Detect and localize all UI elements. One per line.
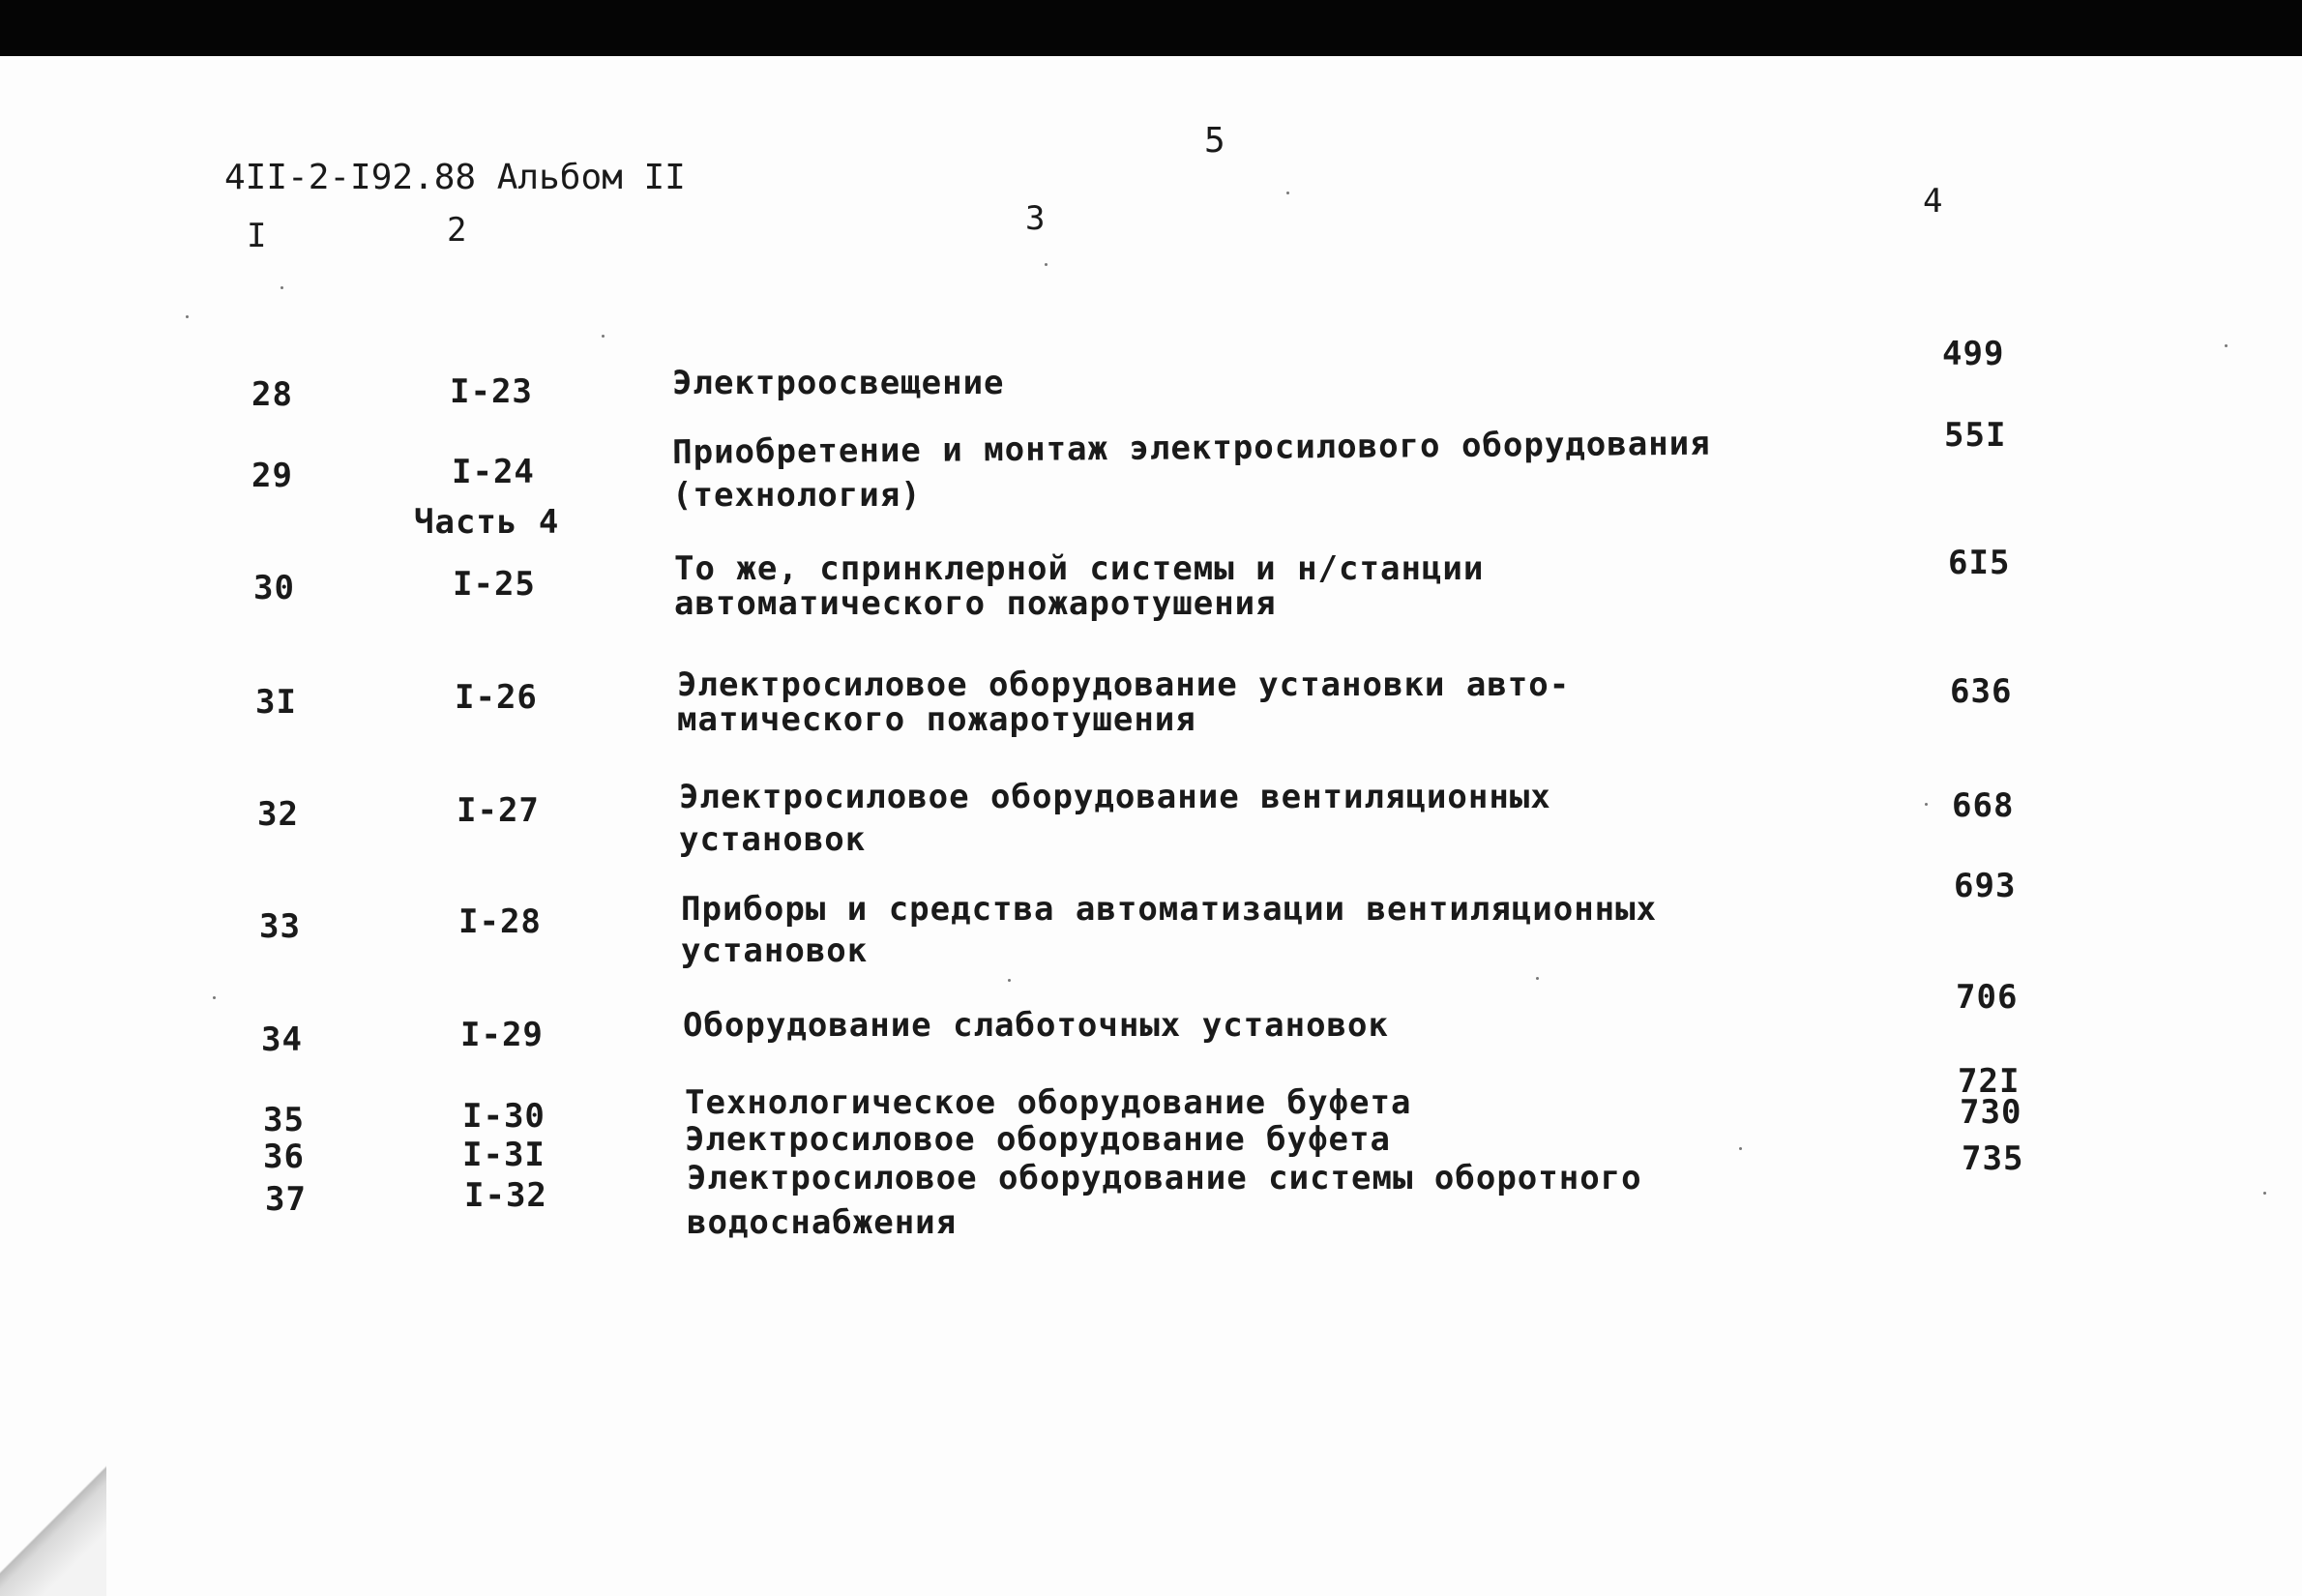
scan-speck [1739, 1147, 1742, 1150]
row-30-page: 6I5 [1948, 544, 2011, 582]
scan-speck [280, 286, 283, 289]
scan-speck [2225, 344, 2228, 347]
column-header-3: 3 [1025, 199, 1047, 238]
scan-speck [1286, 192, 1289, 194]
row-35-page: 72I [1958, 1062, 2021, 1101]
row-29-part-label: Часть 4 [414, 503, 560, 542]
row-33-page: 693 [1954, 867, 2017, 905]
row-28-code: I-23 [450, 372, 533, 411]
column-header-1: I [247, 217, 268, 255]
row-32-desc-line-2: установок [679, 820, 867, 859]
row-28-desc-line-1: Электроосвещение [672, 364, 1005, 402]
row-36-page: 730 [1960, 1093, 2022, 1132]
row-37-desc-line-1: Электросиловое оборудование системы оборотного [687, 1159, 1642, 1197]
row-29-desc-line-2: (технология) [672, 476, 922, 515]
scan-speck [1536, 977, 1539, 980]
row-32-page: 668 [1952, 786, 2015, 825]
page-corner-fold [0, 1451, 106, 1596]
row-37-desc-line-2: водоснабжения [687, 1203, 958, 1242]
row-34-number: 34 [261, 1020, 303, 1059]
row-35-desc-line-1: Технологическое оборудование буфета [685, 1083, 1412, 1122]
row-30-code: I-25 [453, 565, 536, 604]
row-31-code: I-26 [455, 678, 538, 717]
column-header-4: 4 [1923, 182, 1944, 221]
row-35-code: I-30 [462, 1097, 546, 1136]
scan-speck [1008, 979, 1011, 982]
scan-speck [1045, 263, 1048, 266]
document-page [0, 56, 2302, 1596]
row-36-desc-line-1: Электросиловое оборудование буфета [685, 1120, 1391, 1159]
row-35-number: 35 [263, 1101, 305, 1139]
scan-speck [602, 335, 605, 338]
row-32-desc-line-1: Электросиловое оборудование вентиляционных [679, 778, 1551, 816]
row-30-desc-line-1: То же, спринклерной системы и н/станции [674, 549, 1485, 588]
column-header-2: 2 [447, 211, 468, 250]
scan-speck [186, 315, 189, 318]
row-32-code: I-27 [457, 791, 540, 830]
row-33-number: 33 [259, 907, 301, 946]
row-34-code: I-29 [460, 1016, 544, 1054]
row-33-desc-line-1: Приборы и средства автоматизации вентиляционных [681, 890, 1658, 929]
page-number: 5 [1204, 121, 1226, 161]
row-33-desc-line-2: установок [681, 931, 869, 970]
row-28-page: 499 [1942, 335, 2005, 373]
row-31-page: 636 [1950, 672, 2013, 711]
row-29-desc-line-1: Приобретение и монтаж электросилового оборудования [671, 424, 1711, 472]
row-33-code: I-28 [458, 902, 542, 941]
row-29-number: 29 [251, 457, 293, 495]
row-37-page: 735 [1962, 1139, 2024, 1178]
row-36-number: 36 [263, 1138, 305, 1176]
scan-speck [2263, 1192, 2266, 1195]
scan-speck [1925, 803, 1928, 806]
document-code: 4II-2-I92.88 Альбом II [224, 158, 686, 197]
row-31-number: 3I [255, 683, 297, 722]
row-31-desc-line-2: матического пожаротушения [677, 700, 1196, 739]
row-30-number: 30 [253, 569, 295, 607]
row-37-code: I-32 [464, 1176, 547, 1215]
row-36-code: I-3I [462, 1136, 546, 1174]
row-28-number: 28 [251, 375, 293, 414]
row-29-page: 55I [1944, 416, 2007, 455]
row-29-code: I-24 [452, 453, 535, 491]
row-34-page: 706 [1956, 978, 2019, 1017]
row-37-number: 37 [265, 1180, 307, 1219]
row-31-desc-line-1: Электросиловое оборудование установки авто- [677, 665, 1571, 704]
row-30-desc-line-2: автоматического пожаротушения [674, 584, 1277, 623]
scan-speck [213, 996, 216, 999]
row-32-number: 32 [257, 795, 299, 834]
row-34-desc-line-1: Оборудование слаботочных установок [683, 1006, 1389, 1045]
